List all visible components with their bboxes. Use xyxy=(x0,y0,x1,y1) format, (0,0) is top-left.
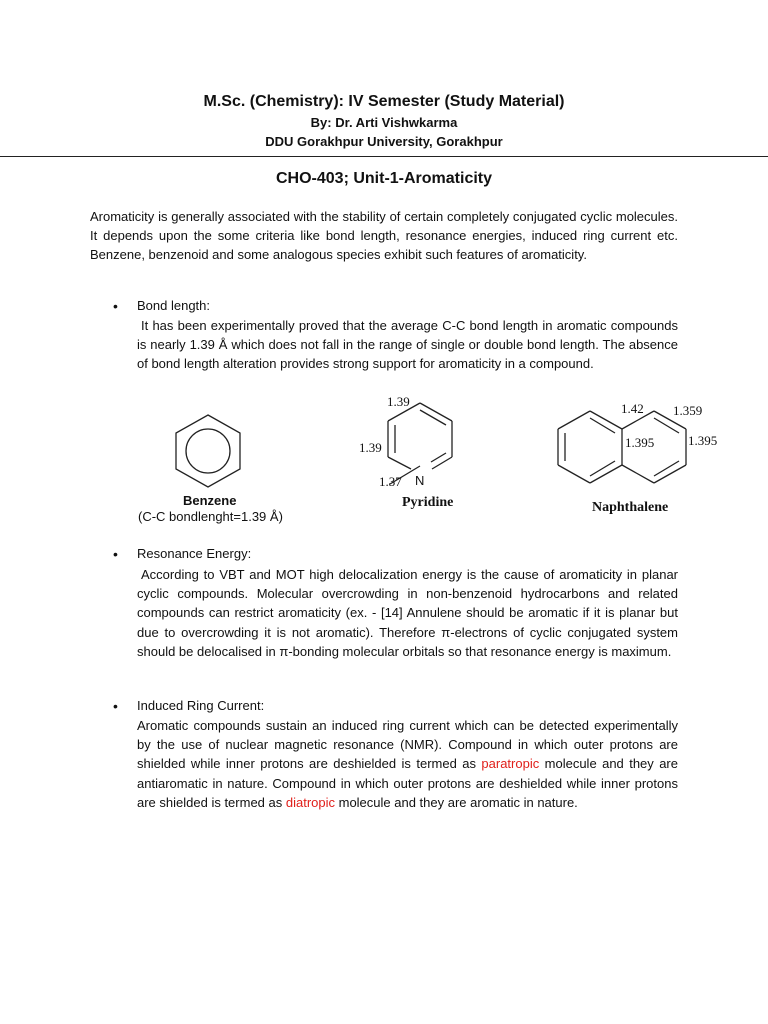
diatropic-term: diatropic xyxy=(285,794,335,810)
naphthalene-label-1-42: 1.42 xyxy=(621,401,644,416)
naphthalene-structure xyxy=(558,411,686,483)
naphthalene-name: Naphthalene xyxy=(592,500,669,515)
section-title-induced-ring-current: Induced Ring Current: xyxy=(137,698,265,713)
naph-bond-8 xyxy=(558,465,590,483)
pyridine-double-2 xyxy=(431,453,446,462)
naph-double-3 xyxy=(590,461,615,476)
naphthalene-label-inner: 1.395 xyxy=(625,435,655,450)
intro-paragraph: Aromaticity is generally associated with the stability of certain completely conjugated cyclic molecules. It depends upon the some criteria like bond length, resonance energies, induced ring current etc. Benzene, benzenoid and some analogous species exhibit such features of aromaticity. xyxy=(90,209,678,263)
resonance-energy-paragraph: According to VBT and MOT high delocalization energy is the cause of aromaticity in planar cyclic compounds. Molecular overcrowding in non-benzenoid hydrocarbons and related compounds can restrict aromaticity (ex. - [14] Annulene should be aromatic if it is planar but due to overcrowding it is not aromatic). Therefore π-electrons of cyclic conjugated system should be delocalised in π-bonding molecular orbitals so that resonance energy is maximum. xyxy=(137,567,678,659)
naph-bond-6 xyxy=(622,465,654,483)
benzene-name: Benzene xyxy=(183,493,237,508)
header-divider xyxy=(0,156,768,157)
bond-length-paragraph: It has been experimentally proved that the average C-C bond length in aromatic compounds is nearly 1.39 Å which does not fall in the range of single or double bond length. The absence of bond length alteration provides strong support for aromaticity in a compound. xyxy=(137,318,678,372)
pyridine-nitrogen-atom: N xyxy=(415,473,425,488)
pyridine-label-left: 1.39 xyxy=(359,440,382,455)
naph-bond-5 xyxy=(654,465,686,483)
author-line: By: Dr. Arti Vishwkarma xyxy=(310,115,458,130)
pyridine-label-bottom: 1.37 xyxy=(379,474,402,489)
document-title: M.Sc. (Chemistry): IV Semester (Study Material) xyxy=(203,93,565,110)
ring-current-text-c: molecule and they are aromatic in nature. xyxy=(335,794,578,810)
naph-double-1 xyxy=(590,418,615,433)
ring-current-text-b: molecule and they are antiaromatic in nature. Compound in which outer protons are deshielded while inner protons are shielded is termed as xyxy=(137,756,678,810)
bullet-dot: • xyxy=(113,546,118,562)
naphthalene-label-1-359: 1.359 xyxy=(673,403,703,418)
section-title-resonance-energy: Resonance Energy: xyxy=(137,546,252,561)
bullet-dot: • xyxy=(113,698,118,714)
pyridine-label-top: 1.39 xyxy=(387,394,410,409)
pyridine-bond-3 xyxy=(432,457,452,469)
pyridine-bond-1 xyxy=(420,403,452,421)
pyridine-structure xyxy=(388,403,452,484)
naph-bond-7 xyxy=(590,465,622,483)
naph-bond-10 xyxy=(558,411,590,429)
paratropic-term: paratropic xyxy=(481,756,540,772)
naph-bond-1 xyxy=(590,411,622,429)
naph-double-5 xyxy=(654,461,679,476)
section-title-bond-length: Bond length: xyxy=(137,298,211,313)
pyridine-double-1 xyxy=(420,410,446,425)
benzene-circle xyxy=(186,429,230,473)
bullet-dot: • xyxy=(113,298,118,314)
unit-title: CHO-403; Unit-1-Aromaticity xyxy=(275,170,493,187)
naphthalene-label-outer: 1.395 xyxy=(688,433,718,448)
pyridine-name: Pyridine xyxy=(402,495,454,510)
naph-double-4 xyxy=(654,418,679,433)
induced-ring-current-paragraph xyxy=(137,716,678,812)
university-line: DDU Gorakhpur University, Gorakhpur xyxy=(265,134,503,149)
benzene-structure xyxy=(176,415,240,487)
benzene-caption: (C-C bondlenght=1.39 Å) xyxy=(138,509,283,524)
ring-current-text-a: Aromatic compounds sustain an induced ring current which can be detected experimentally by the use of nuclear magnetic resonance (NMR). Compound in which outer protons are shielded while inner protons are deshielded is termed as xyxy=(137,718,678,772)
pyridine-bond-4 xyxy=(388,457,411,469)
